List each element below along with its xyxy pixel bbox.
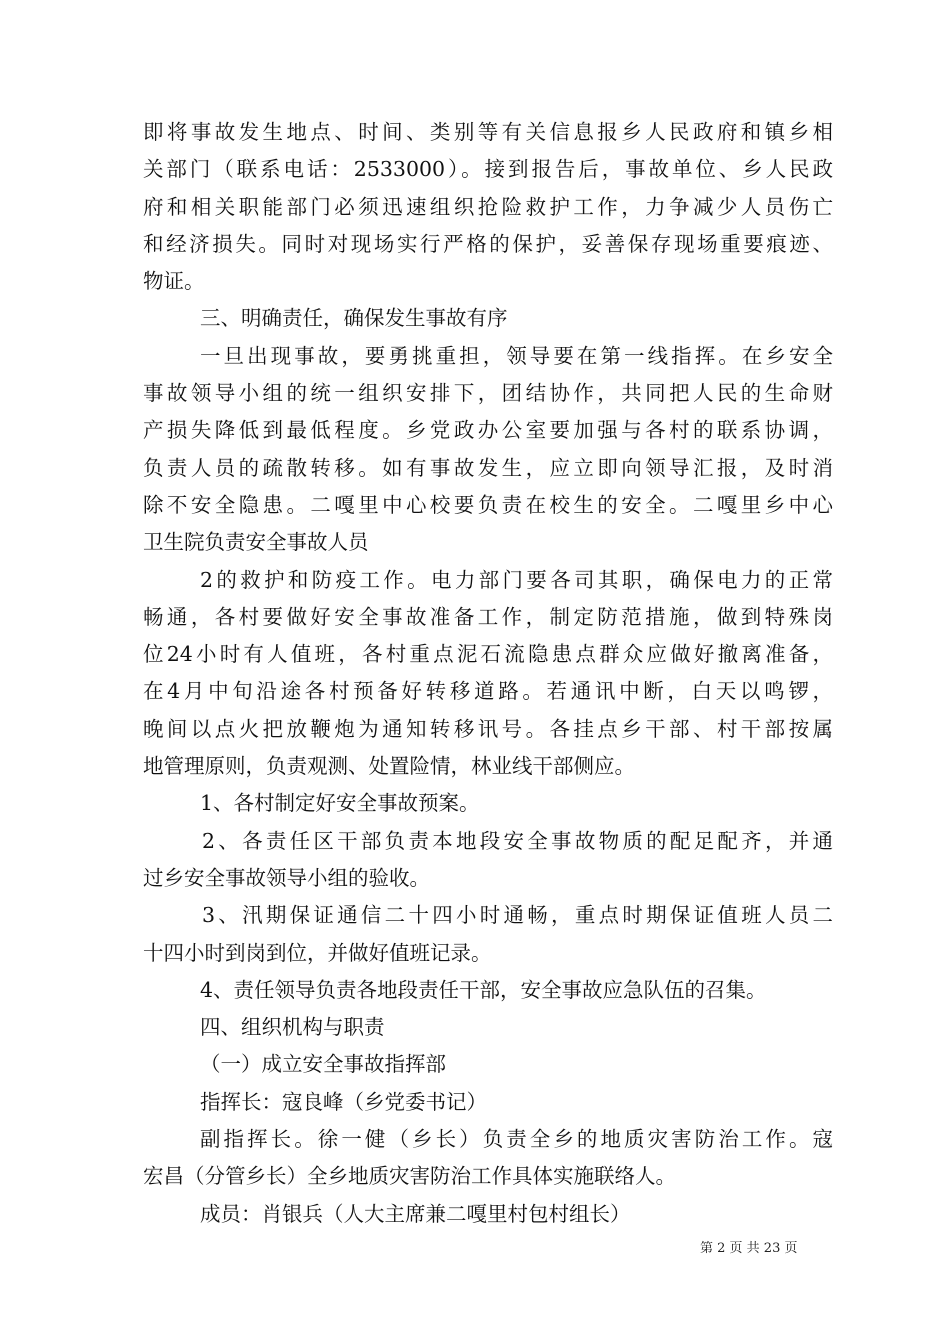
text-line: 地管理原则，负责观测、处置险情，林业线干部侧应。	[143, 754, 635, 779]
text-line: 晚间以点火把放鞭炮为通知转移讯号。各挂点乡干部、村干部按属	[143, 716, 833, 741]
list-item: 3、汛期保证通信二十四小时通畅，重点时期保证值班人员二	[202, 903, 833, 928]
text-line: 在4月中旬沿途各村预备好转移道路。若通讯中断，白天以鸣锣，	[143, 679, 833, 704]
text-line: 畅通，各村要做好安全事故准备工作，制定防范措施，做到特殊岗	[143, 604, 833, 629]
page-number: 第 2 页 共 23 页	[700, 1241, 798, 1256]
document-body	[143, 114, 833, 1233]
subsection-heading: （一）成立安全事故指挥部	[200, 1052, 446, 1077]
list-item: 4、责任领导负责各地段责任干部，安全事故应急队伍的召集。	[200, 977, 767, 1002]
text-line: 和经济损失。同时对现场实行严格的保护，妥善保存现场重要痕迹、	[143, 231, 833, 256]
text-line: 2的救护和防疫工作。电力部门要各司其职，确保电力的正常	[200, 567, 833, 592]
text-line: 负责人员的疏散转移。如有事故发生，应立即向领导汇报，及时消	[143, 455, 833, 480]
text-line: 成员：肖银兵（人大主席兼二嘎里村包村组长）	[200, 1201, 631, 1226]
text-line: 位24小时有人值班，各村重点泥石流隐患点群众应做好撤离准备，	[143, 642, 833, 667]
text-line: 卫生院负责安全事故人员	[143, 530, 369, 555]
list-item: 1、各村制定好安全事故预案。	[200, 791, 480, 816]
text-line: 即将事故发生地点、时间、类别等有关信息报乡人民政府和镇乡相	[143, 120, 833, 144]
text-line: 关部门（联系电话：2533000）。接到报告后，事故单位、乡人民政	[143, 157, 833, 182]
text-line: 副指挥长。徐一健（乡长）负责全乡的地质灾害防治工作。寇	[200, 1127, 833, 1152]
text-line: 产损失降低到最低程度。乡党政办公室要加强与各村的联系协调，	[143, 418, 833, 443]
text-line: 过乡安全事故领导小组的验收。	[143, 865, 430, 890]
text-line: 十四小时到岗到位，并做好值班记录。	[143, 940, 492, 965]
text-line: 指挥长：寇良峰（乡党委书记）	[200, 1089, 487, 1114]
text-line: 宏昌（分管乡长）全乡地质灾害防治工作具体实施联络人。	[143, 1164, 676, 1189]
section-heading: 三、明确责任，确保发生事故有序	[200, 306, 508, 331]
text-line: 一旦出现事故，要勇挑重担，领导要在第一线指挥。在乡安全	[200, 343, 833, 368]
list-item: 2、各责任区干部负责本地段安全事故物质的配足配齐，并通	[202, 828, 833, 853]
section-heading: 四、组织机构与职责	[200, 1015, 385, 1040]
text-line: 物证。	[143, 269, 205, 294]
text-line: 事故领导小组的统一组织安排下，团结协作，共同把人民的生命财	[143, 381, 833, 406]
text-line: 府和相关职能部门必须迅速组织抢险救护工作，力争减少人员伤亡	[143, 194, 833, 219]
text-line: 除不安全隐患。二嘎里中心校要负责在校生的安全。二嘎里乡中心	[143, 492, 833, 517]
